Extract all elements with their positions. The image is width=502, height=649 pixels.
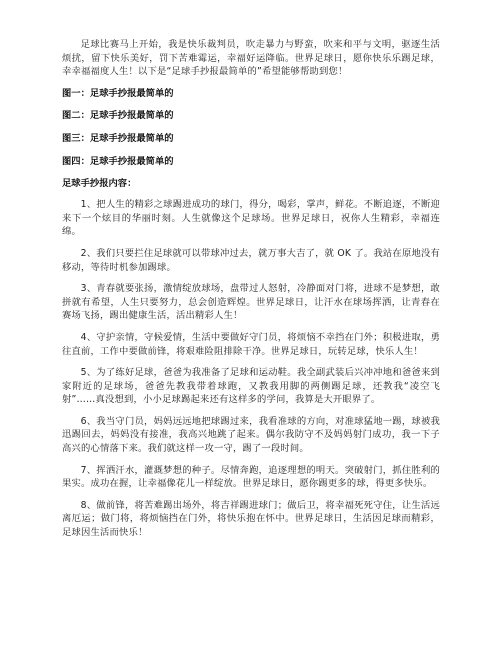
figure-caption-3: 图三：足球手抄报最简单的	[62, 132, 174, 144]
content-item-2: 2、我们只要拦住足球就可以带球冲过去，就万事大吉了，就 OK 了。我站在原地没有移动，等待时机参加踢球。	[62, 247, 440, 273]
content-item-5: 5、为了练好足球，爸爸为我准备了足球和运动鞋。我全副武装后兴冲冲地和爸爸来到家附近的足球场，爸爸先教我带着球跑，又教我用脚的两侧踢足球，还教我“凌空飞射”……真没想到，小小足球踢起来还有这样多的学问，我算是大开眼界了。	[62, 367, 440, 406]
content-item-1: 1、把人生的精彩之球踢进成功的球门，得分，喝彩，掌声，鲜花。不断追逐，不断迎来下一个炫目的华丽时刻。人生就像这个足球场。世界足球日，祝你人生精彩，幸福连绵。	[62, 199, 440, 238]
document-page	[62, 38, 440, 548]
content-item-8: 8、做前锋，将苦难踢出场外，将吉祥踢进球门；做后卫，将幸福死死守住，让生活远离厄运；做门将，将烦恼挡在门外，将快乐抱在怀中。世界足球日，生活因足球而精彩，足球因生活而快乐！	[62, 499, 440, 539]
figure-caption-2: 图二：足球手抄报最简单的	[62, 110, 174, 122]
figure-caption-1: 图一：足球手抄报最简单的	[62, 87, 174, 99]
content-item-4: 4、守护亲情，守候爱情，生活中要做好守门员，将烦恼不幸挡在门外；积极进取，勇往直前，工作中要做前锋，将艰难险阻排除干净。世界足球日，玩转足球，快乐人生！	[62, 331, 440, 357]
content-heading: 足球手抄报内容：	[62, 178, 137, 190]
content-item-6: 6、我当守门员，妈妈远远地把球踢过来，我看准球的方向，对准球猛地一踢，球被我迅踢回去，妈妈没有接准，我高兴地跳了起来。偶尔我防守不及妈妈射门成功，我一下子高兴的心情落下来。我们就这样一攻一守，踢了一段时间。	[62, 415, 440, 455]
figure-caption-4: 图四：足球手抄报最简单的	[62, 155, 174, 167]
intro-paragraph: 足球比赛马上开始，我是快乐裁判员，吹走暴力与野蛮，吹来和平与文明，驱逐生活烦扰，留下快乐美好，罚下苦难霉运，幸福好运降临。世界足球日，愿你快乐乐踢足球，幸幸福福度人生！以下是“足球手抄报最简单的”希望能够帮助到您！	[62, 39, 440, 78]
content-item-3: 3、青春就要张扬，激情绽放球场，盘带过人怒射，冷静面对门将，进球不是梦想，敢拼就有希望，人生只要努力，总会创造辉煌。世界足球日，让汗水在球场挥洒，让青春在赛场飞扬，踢出健康生活，活出精彩人生！	[62, 283, 440, 322]
content-item-7: 7、挥洒汗水，灌溉梦想的种子。尽情奔跑，追逐理想的明天。突破射门，抓住胜利的果实。成功在握，让幸福像花儿一样绽放。世界足球日，愿你踢更多的球，得更多快乐。	[62, 464, 440, 490]
